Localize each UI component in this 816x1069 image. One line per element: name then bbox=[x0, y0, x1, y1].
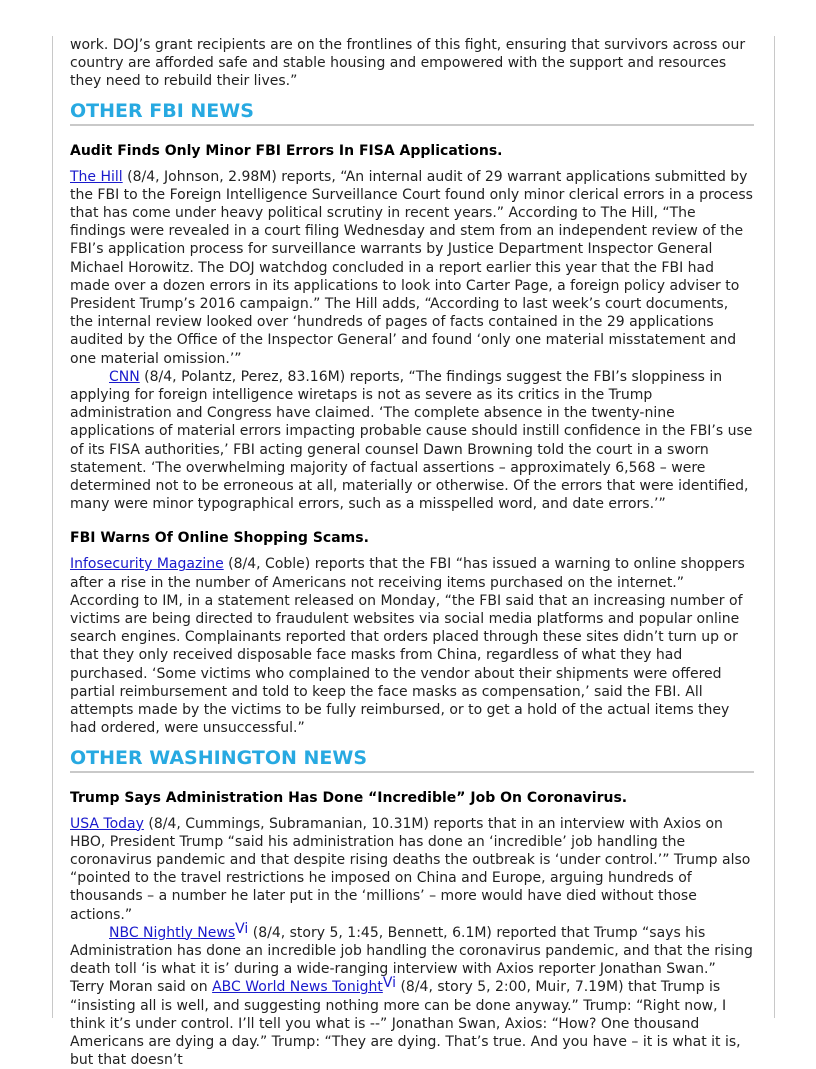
paragraph-text: (8/4, Cummings, Subramanian, 10.31M) reports that in an interview with Axios on HBO, President Trump “said his administration has done an ‘incredible’ job handling the coronavirus pandemic and that despite rising deaths the outbreak is ‘under control.’” Trump also “pointed to the travel restrictions he imposed on China and Europe, arguing hundreds of thousands – a number he later put in the ‘millions’ – more would have died without those actions.” bbox=[70, 815, 751, 923]
section-title-other-fbi-news: OTHER FBI NEWS bbox=[70, 99, 754, 126]
story-paragraph bbox=[70, 920, 754, 1069]
section-title-other-washington-news: OTHER WASHINGTON NEWS bbox=[70, 746, 754, 773]
video-indicator-icon[interactable]: Vi bbox=[235, 920, 249, 937]
link-nbc-nightly-news[interactable]: NBC Nightly News bbox=[109, 924, 236, 941]
paragraph-text: (8/4, story 5, 1:45, Bennett, 6.1M) reported that Trump “says his Administration has done an incredible job handling the coronavirus pandemic, and that the rising death toll ‘is what it is’ during a wide-ranging interview with Axios reporter Jonathan Swan.” Terry Moran said on bbox=[70, 924, 753, 996]
paragraph-text: (8/4, Coble) reports that the FBI “has issued a warning to online shoppers after a rise in the number of Americans not receiving items purchased on the internet.” According to IM, in a statement released on Monday, “the FBI said that an increasing number of victims are being directed to fraudulent websites via social media platforms and popular online search engines. Complainants reported that orders placed through these sites didn’t turn up or that they only received disposable face masks from China, regardless of what they had purchased. ‘Some victims who complained to the vendor about their shipments were offered partial reimbursement and told to keep the face masks as compensation,’ said the FBI. All attempts made by the victims to be fully reimbursed, or to get a hold of the actual items they had ordered, were unsuccessful.” bbox=[70, 556, 745, 737]
intro-paragraph: work. DOJ’s grant recipients are on the frontlines of this fight, ensuring that survivors across our country are afforded safe and stable housing and empowered with the support and resources they need to rebuild their lives.” bbox=[70, 37, 746, 90]
story-paragraph bbox=[70, 368, 754, 514]
document-body bbox=[70, 36, 754, 1069]
video-indicator-icon[interactable]: Vi bbox=[382, 975, 397, 992]
story-paragraph bbox=[70, 555, 754, 737]
link-cnn[interactable]: CNN bbox=[109, 368, 140, 385]
paragraph-text: (8/4, Polantz, Perez, 83.16M) reports, “The findings suggest the FBI’s sloppiness in applying for foreign intelligence wiretaps is not as severe as its critics in the Trump administration and Congress have claimed. ‘The complete absence in the twenty-nine applications of material errors impacting probable cause should instill confidence in the FBI’s use of its FISA authorities,’ FBI acting general counsel Dawn Browning told the court in a sworn statement. ‘The overwhelming majority of factual assertions – approximately 6,568 – were determined not to be erroneous at all, materially or otherwise. Of the errors that were identified, many were minor typographical errors, such as a misspelled word, and date errors.’” bbox=[70, 368, 753, 513]
headline-online-shopping-scams: FBI Warns Of Online Shopping Scams. bbox=[70, 530, 369, 547]
headline-fisa-audit: Audit Finds Only Minor FBI Errors In FISA Applications. bbox=[70, 142, 503, 159]
link-infosecurity-magazine[interactable]: Infosecurity Magazine bbox=[70, 556, 224, 573]
link-the-hill[interactable]: The Hill bbox=[70, 168, 123, 185]
link-usa-today[interactable]: USA Today bbox=[70, 815, 144, 832]
link-abc-world-news-tonight[interactable]: ABC World News Tonight bbox=[212, 979, 383, 996]
headline-trump-coronavirus: Trump Says Administration Has Done “Incredible” Job On Coronavirus. bbox=[70, 789, 628, 806]
paragraph-text: (8/4, story 5, 2:00, Muir, 7.19M) that Trump is “insisting all is well, and suggesting nothing more can be done anyway.” Trump: “Right now, I think it’s under control. I’ll tell you what is --” Jonathan Swan, Axios: “How? One thousand Americans are dying a day.” Trump: “They are dying. That’s true. And you have – it is what it is, but that doesn’t bbox=[70, 979, 741, 1069]
paragraph-text: (8/4, Johnson, 2.98M) reports, “An internal audit of 29 warrant applications submitted by the FBI to the Foreign Intelligence Surveillance Court found only minor clerical errors in a process that has come under heavy political scrutiny in recent years.” According to The Hill, “The findings were revealed in a court filing Wednesday and stem from an independent review of the FBI’s application process for surveillance warrants by Justice Department Inspector General Michael Horowitz. The DOJ watchdog concluded in a report earlier this year that the FBI had made over a dozen errors in its applications to look into Carter Page, a foreign policy adviser to President Trump’s 2016 campaign.” The Hill adds, “According to last week’s court documents, the internal review looked over ‘hundreds of pages of facts contained in the 29 applications audited by the Office of the Inspector General’ and found ‘only one material misstatement and one material omission.’” bbox=[70, 168, 753, 367]
story-paragraph bbox=[70, 815, 754, 924]
story-paragraph bbox=[70, 168, 754, 368]
